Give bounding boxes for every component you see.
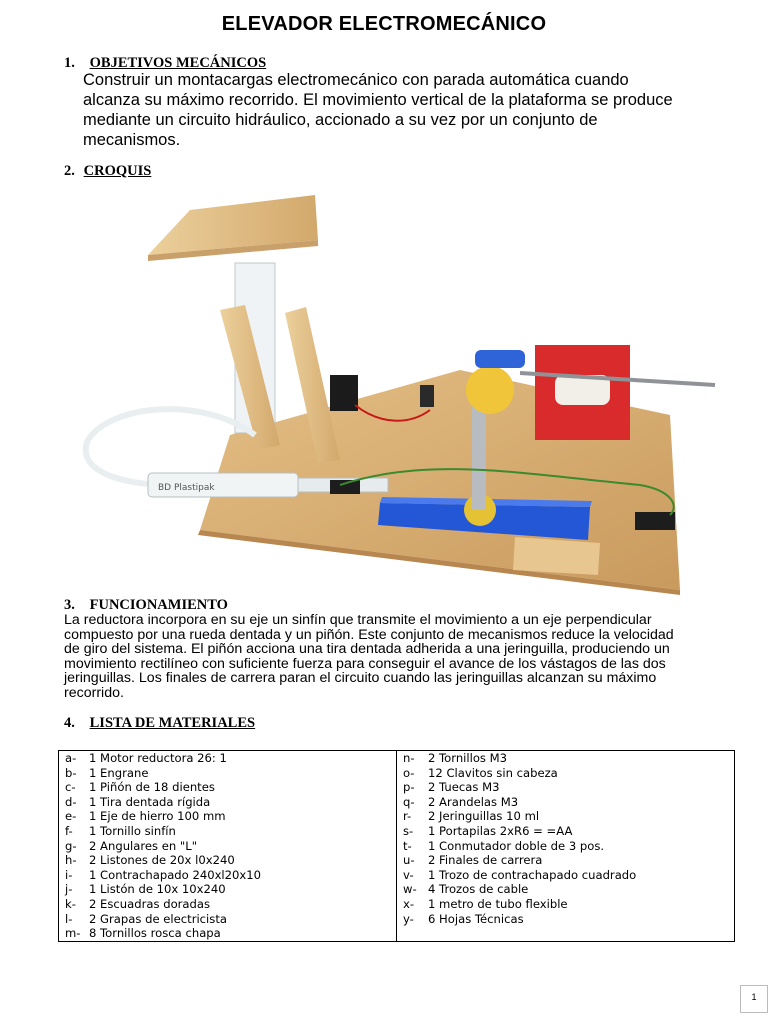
- limit-switch-left: [330, 480, 360, 494]
- list-item: b- 1 Engrane: [65, 765, 149, 780]
- limit-switch-right: [635, 512, 675, 530]
- objetivos-text: [83, 70, 743, 150]
- blue-worm: [475, 350, 525, 368]
- section-label: CROQUIS: [83, 163, 152, 179]
- list-item: h- 2 Listones de 20x l0x240: [65, 853, 235, 868]
- funcionamiento-text: [64, 613, 744, 701]
- text-line: La reductora incorpora en su eje un sinfín que transmite el movimiento a un eje perpendicular: [64, 612, 652, 628]
- list-item: o- 12 Clavitos sin cabeza: [403, 765, 558, 780]
- section-label: FUNCIONAMIENTO: [89, 597, 228, 613]
- yellow-gear: [466, 366, 514, 414]
- text-line: mecanismos.: [83, 131, 181, 149]
- list-item: d- 1 Tira dentada rígida: [65, 794, 211, 809]
- text-line: alcanza su máximo recorrido. El movimiento vertical de la plataforma se produce: [83, 91, 673, 109]
- page-number: 1: [740, 985, 768, 1013]
- section-number: 1.: [64, 55, 75, 71]
- front-slat: [513, 537, 600, 575]
- list-item: n- 2 Tornillos M3: [403, 751, 508, 765]
- battery-holder: [330, 375, 358, 411]
- text-line: mediante un circuito hidráulico, accionado a su vez por un conjunto de: [83, 111, 598, 129]
- section-croquis-heading: [64, 163, 151, 180]
- list-item: i- 1 Contrachapado 240xl20x10: [65, 867, 262, 882]
- text-line: Construir un montacargas electromecánico con parada automática cuando: [83, 71, 629, 89]
- text-line: de giro del sistema. El piñón acciona una tira dentada adherida a una jeringuilla, produciendo un: [64, 641, 670, 658]
- list-item: s- 1 Portapilas 2xR6 = =AA: [403, 823, 573, 838]
- materials-column-left: [59, 751, 397, 941]
- list-item: u- 2 Finales de carrera: [403, 853, 543, 868]
- list-item: w- 4 Trozos de cable: [403, 882, 529, 897]
- list-item: q- 2 Arandelas M3: [403, 794, 519, 809]
- list-item: l- 2 Grapas de electricista: [65, 911, 227, 926]
- text-line: compuesto por una rueda dentada y un piñón. Este conjunto de mecanismos reduce la velocidad: [64, 626, 674, 643]
- list-item: c- 1 Piñón de 18 dientes: [65, 780, 215, 795]
- list-item: j- 1 Listón de 10x 10x240: [65, 882, 226, 897]
- list-item: v- 1 Trozo de contrachapado cuadrado: [403, 867, 637, 882]
- list-item: m- 8 Tornillos rosca chapa: [65, 926, 221, 941]
- elevator-photo: [80, 185, 720, 595]
- list-item: g- 2 Angulares en "L": [65, 838, 198, 853]
- materials-column-right: [397, 751, 736, 941]
- syringe-brand-label: BD Plastipak: [158, 483, 215, 493]
- text-line: movimiento rectilíneo con suficiente fuerza para conseguir el avance de los vástagos de las dos: [64, 655, 666, 672]
- text-line: jeringuillas. Los finales de carrera paran el circuito cuando las jeringuillas alcanzan su máximo: [64, 670, 657, 687]
- section-number: 3.: [64, 597, 75, 613]
- list-item: k- 2 Escuadras doradas: [65, 896, 211, 911]
- list-item: y- 6 Hojas Técnicas: [403, 911, 524, 926]
- list-item: r- 2 Jeringuillas 10 ml: [403, 809, 540, 824]
- list-item: e- 1 Eje de hierro 100 mm: [65, 809, 226, 824]
- section-number: 2.: [64, 163, 75, 179]
- toggle-switch: [420, 385, 434, 407]
- section-materiales-heading: [64, 715, 255, 732]
- section-label: LISTA DE MATERIALES: [89, 715, 256, 731]
- section-label: OBJETIVOS MECÁNICOS: [89, 55, 267, 71]
- section-number: 4.: [64, 715, 75, 731]
- list-item: p- 2 Tuecas M3: [403, 780, 500, 795]
- materials-table: [58, 750, 735, 942]
- list-item: a- 1 Motor reductora 26: 1: [65, 751, 227, 765]
- list-item: t- 1 Conmutador doble de 3 pos.: [403, 838, 605, 853]
- document-title: ELEVADOR ELECTROMECÁNICO: [221, 13, 547, 35]
- list-item: f- 1 Tornillo sinfín: [65, 823, 176, 838]
- text-line: recorrido.: [64, 684, 124, 701]
- list-item: x- 1 metro de tubo flexible: [403, 896, 568, 911]
